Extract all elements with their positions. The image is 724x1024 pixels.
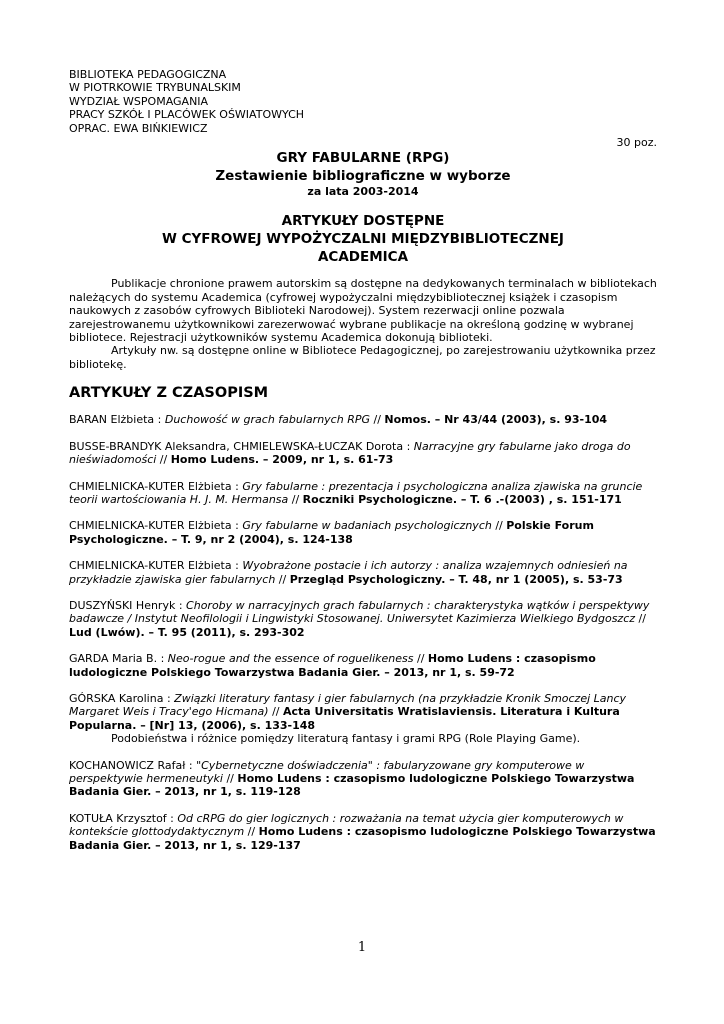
bibliography-entry [69, 480, 657, 507]
entry-separator: // [156, 453, 171, 467]
entry-separator: // [288, 492, 303, 506]
section-title-line: ACADEMICA [317, 249, 409, 266]
bibliography-entry [69, 519, 657, 546]
section-title-line: ARTYKUŁY DOSTĘPNE [281, 213, 445, 230]
articles-heading: ARTYKUŁY Z CZASOPISM [69, 385, 269, 402]
institution-line: BIBLIOTEKA PEDAGOGICZNA [69, 68, 227, 81]
document-page [69, 68, 657, 865]
section-title-line: W CYFROWEJ WYPOŻYCZALNI MIĘDZYBIBLIOTECZNEJ [162, 231, 564, 248]
bibliography-entry [69, 599, 657, 639]
entry-source: Homo Ludens. – 2009, nr 1, s. 61-73 [170, 453, 394, 467]
intro-paragraph: Artykuły nw. są dostępne online w Bibliotece Pedagogicznej, po zarejestrowaniu użytkownika przez bibliotekę. [69, 344, 656, 371]
bibliography-entry [69, 759, 657, 799]
entry-source: Przegląd Psychologiczny. – T. 48, nr 1 (2005), s. 53-73 [289, 572, 623, 586]
entry-separator: // [635, 612, 646, 626]
entry-author: GÓRSKA Karolina : [69, 691, 175, 705]
entry-note: Podobieństwa i różnice pomiędzy literaturą fantasy i grami RPG (Role Playing Game). [111, 732, 581, 746]
entry-separator: // [413, 652, 428, 666]
entry-author: CHMIELNICKA-KUTER Elżbieta : [69, 479, 243, 493]
entry-separator: // [268, 705, 283, 719]
entry-author: KOCHANOWICZ Rafał : [69, 758, 197, 772]
page-number: 1 [357, 940, 367, 955]
institution-header [69, 68, 657, 135]
document-title: GRY FABULARNE (RPG) [276, 150, 450, 167]
entry-source: Polskie Forum Psychologiczne. – T. 9, nr 2 (2004), s. 124-138 [69, 519, 594, 546]
entry-title: Od cRPG do gier logicznych : rozważania na temat użycia gier komputerowych w kontekście glottodydaktycznym [69, 811, 624, 839]
document-subtitle: Zestawienie bibliograficzne w wyborze [215, 168, 511, 185]
entry-source: Lud (Lwów). – T. 95 (2011), s. 293-302 [69, 625, 305, 639]
entry-title: Choroby w narracyjnych grach fabularnych : charakterystyka wątków i perspektywy badawcze / Instytut Neofilologii i Lingwistyki Stosowanej. Uniwersytet Kazimierza Wielkiego Bydgoszcz [69, 598, 650, 626]
institution-line: PRACY SZKÓŁ I PLACÓWEK OŚWIATOWYCH [69, 108, 305, 122]
institution-line: W PIOTRKOWIE TRYBUNALSKIM [69, 81, 241, 95]
entry-author: KOTUŁA Krzysztof : [69, 811, 178, 825]
intro-paragraph: Publikacje chronione prawem autorskim są dostępne na dedykowanych terminalach w bibliotekach należących do systemu Academica (cyfrowej wypożyczalni międzybibliotecznej książek i czasopism naukowych z zasobów cyfrowych Biblioteki Narodowej). System rezerwacji online pozwala zarejestrowanemu użytkownikowi zarezerwować wybrane publikacje na określoną godzinę w wybranej bibliotece. Rejestracji użytkowników systemu Academica dokonują biblioteki. [69, 277, 657, 345]
entry-separator: // [244, 825, 259, 839]
entry-separator: // [222, 772, 238, 785]
bibliography-entry [69, 652, 657, 679]
entry-title: Wyobrażone postacie i ich autorzy : analiza wzajemnych odniesień na przykładzie zjawiska gier fabularnych [69, 559, 628, 586]
entry-separator: // [491, 519, 507, 533]
bibliography-entry [69, 559, 657, 586]
institution-line: OPRAC. EWA BIŃKIEWICZ [69, 121, 208, 135]
entry-source: Homo Ludens : czasopismo ludologiczne Polskiego Towarzystwa Badania Gier. – 2013, nr 1, s. 129-137 [69, 825, 656, 852]
entry-title: Gry fabularne : prezentacja i psychologiczna analiza zjawiska na gruncie teorii wartościowania H. J. M. Hermansa [69, 479, 643, 506]
entry-source: Roczniki Psychologiczne. – T. 6 .-(2003) , s. 151-171 [302, 492, 622, 506]
bibliography-entry [69, 812, 657, 852]
entry-author: GARDA Maria B. : [69, 652, 168, 666]
entry-source: Homo Ludens : czasopismo ludologiczne Polskiego Towarzystwa Badania Gier. – 2013, nr 1, s. 119-128 [69, 772, 635, 799]
entry-author: BARAN Elżbieta : [69, 413, 165, 427]
entry-author: BUSSE-BRANDYK Aleksandra, CHMIELEWSKA-ŁUCZAK Dorota : [69, 439, 414, 453]
bibliography-entry [69, 413, 657, 426]
entry-title: "Cybernetyczne doświadczenia" : fabularyzowane gry komputerowe w perspektywie hermeneutyki [69, 758, 585, 785]
entry-source: Homo Ludens : czasopismo ludologiczne Polskiego Towarzystwa Badania Gier. – 2013, nr 1, s. 59-72 [69, 652, 596, 679]
entry-source: Acta Universitatis Wratislaviensis. Literatura i Kultura Popularna. – [Nr] 13, (2006), s. 133-148 [69, 705, 620, 732]
entry-author: DUSZYŃSKI Henryk : [69, 598, 187, 612]
entry-title: Gry fabularne w badaniach psychologicznych [242, 519, 492, 533]
bibliography-entry [69, 440, 657, 467]
entry-title: Neo-rogue and the essence of roguelikeness [167, 652, 414, 666]
entry-separator: // [370, 413, 385, 427]
entry-title: Duchowość w grach fabularnych RPG [164, 413, 370, 427]
institution-line: WYDZIAŁ WSPOMAGANIA [69, 94, 209, 108]
entry-title: Narracyjne gry fabularne jako droga do nieświadomości [69, 439, 631, 467]
bibliography-list [69, 413, 657, 852]
entry-separator: // [275, 572, 290, 586]
entry-author: CHMIELNICKA-KUTER Elżbieta : [69, 559, 243, 573]
bibliography-entry [69, 692, 657, 746]
entry-source: Nomos. – Nr 43/44 (2003), s. 93-104 [384, 413, 608, 427]
item-count: 30 poz. [616, 136, 657, 150]
document-years: za lata 2003-2014 [307, 185, 419, 199]
intro [69, 277, 657, 371]
entry-title: Związki literatury fantasy i gier fabularnych (na przykładzie Kronik Smoczej Lancy Margaret Weis i Tracy'ego Hicmana) [69, 691, 627, 719]
entry-author: CHMIELNICKA-KUTER Elżbieta : [69, 519, 243, 533]
